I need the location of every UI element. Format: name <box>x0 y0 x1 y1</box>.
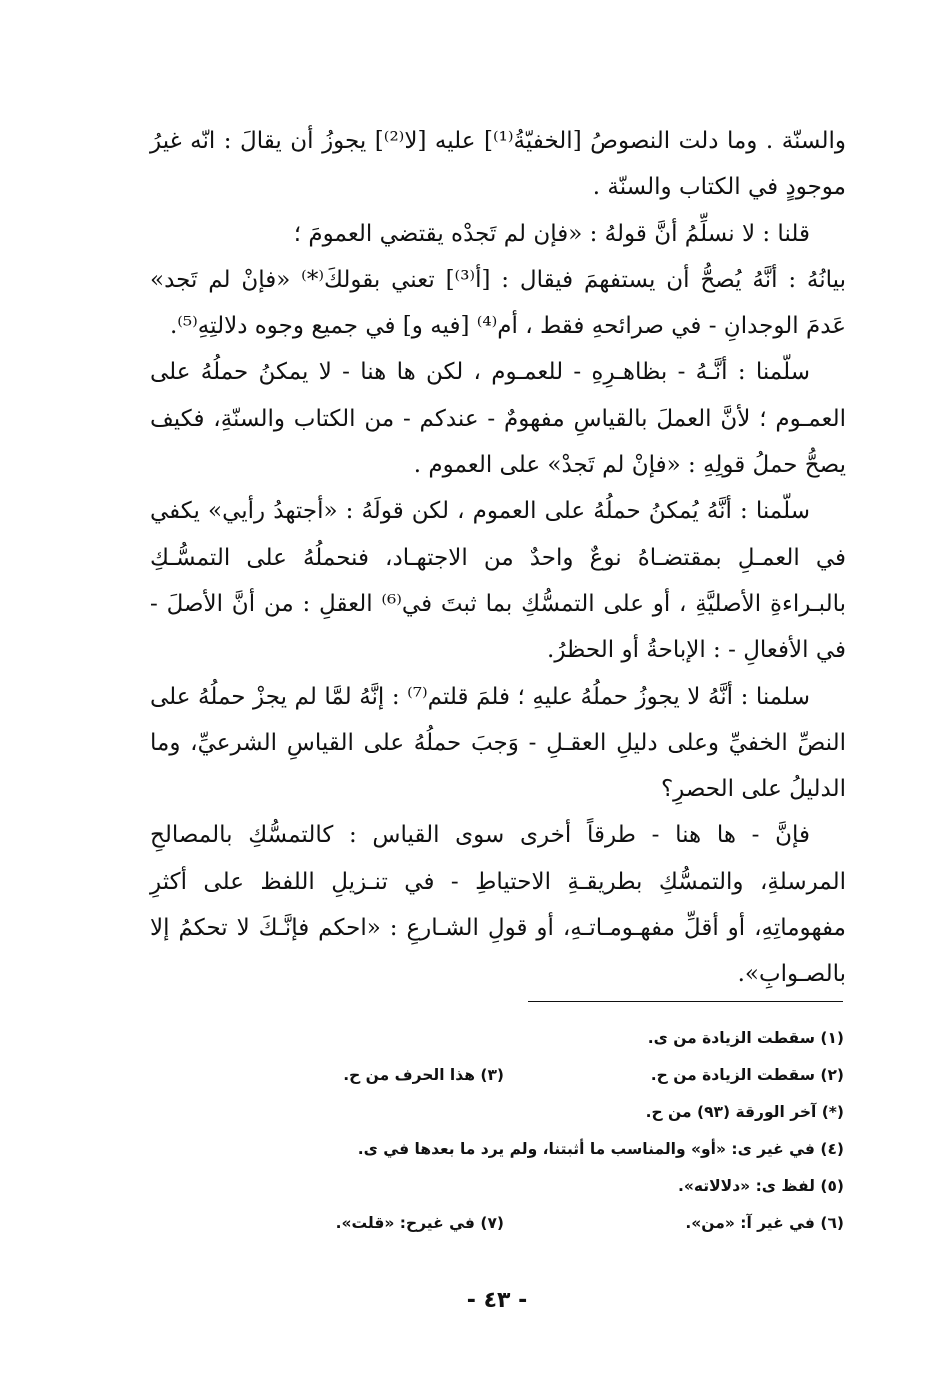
footnote-row-4 <box>150 1131 844 1168</box>
footnote-row-3 <box>150 1094 844 1131</box>
paragraph-4: سلّمنا : أنَّـهُ - بظاهـرِهِ - للعمـوم ، لكن ها هنا - لا يمكنُ حملُهُ على العمـوم ؛ لأنَّ العملَ بالقياسِ مفهومٌ - عندكم - من الكتاب والسنّةِ، فكيف يصحُّ حملُ قولِهِ : «فإنْ لم تَجدْ» على العموم . <box>150 359 846 479</box>
footnote-row-5 <box>150 1168 844 1205</box>
footnote-row-6 <box>150 1205 844 1242</box>
paragraph-6: سلمنا : أنَّهُ لا يجوزُ حملُهُ عليهِ ؛ فلمَ قلتم⁽⁷⁾ : إنَّهُ لمَّا لم يجزْ حملُهُ على النصِّ الخفيِّ وعلى دليلِ العقـلِ - وَجبَ حملُهُ على القياسِ الشرعيِّ، وما الدليلُ على الحصرِ؟ <box>150 683 846 803</box>
footnote-2: (٢) سقطت الزيادة من ح. <box>650 1066 844 1084</box>
footnote-5: (٥) لفظ ى: «دلالاته». <box>678 1177 844 1195</box>
paragraph-3: بيانُهُ : أنَّهُ يُصحُّ أن يستفهمَ فيقال : [أ⁽³⁾] تعني بقولكَ⁽*⁾ «فإنْ لم تَجد» عَدمَ الوجدانِ - في صرائحهِ فقط ، أم⁽⁴⁾ [فيه و] في جميع وجوه دلالتِهِ⁽⁵⁾. <box>150 266 846 340</box>
footnote-row-1 <box>150 1020 844 1057</box>
footnote-6: (٦) في غير آ: «من». <box>685 1214 844 1232</box>
footnote-star: (*) آخر الورقة (٩٣) من ح. <box>645 1103 844 1121</box>
paragraph-5: سلّمنا : أنَّهُ يُمكنُ حملُهُ على العموم ، لكن قولَهُ : «أجتهدُ رأيي» يكفي في العمـلِ بمقتضـاهُ نوعٌ واحدٌ من الاجتهـاد، فنحملُهُ على التمسُّـكِ بالبـراءةِ الأصليَّةِ ، أو على التمسُّكِ بما ثبتَ في⁽⁶⁾ العقلِ : من أنَّ الأصلَ - في الأفعالِ - : الإباحةُ أو الحظرُ. <box>150 498 846 664</box>
footnote-1: (١) سقطت الزيادة من ى. <box>647 1029 844 1047</box>
footnote-3: (٣) هذا الحرف من ح. <box>343 1066 504 1084</box>
main-text <box>150 118 846 998</box>
footnote-divider <box>528 1001 843 1002</box>
paragraph-1: والسنّة . وما دلت النصوصُ [الخفيّةُ⁽¹⁾] عليه [لا⁽²⁾] يجوزُ أن يقالَ : انّه غيرُ موجودٍ في الكتاب والسنّة . <box>150 128 847 201</box>
paragraph-7: فإنَّ - ها هنا - طرقاً أخرى سوى القياس : كالتمسُّكِ بالمصالحِ المرسلةِ، والتمسُّكِ بطريقـةِ الاحتياطِ - في تنـزيلِ اللفظ على أكثرِ مفهوماتِهِ، أو أقلِّ مفهـومـاتـهِ، أو قولِ الشـارعِ : «احكم فإنَّـكَ لا تحكمُ إلا بالصـوابِ». <box>150 822 846 988</box>
paragraph-2: قلنا : لا نسلِّمُ أنَّ قولهُ : «فإن لم تَجدْه يقتضي العمومَ ؛ <box>293 220 810 247</box>
footnotes <box>150 1020 844 1242</box>
footnote-7: (٧) في غيرح: «قلت». <box>335 1214 504 1232</box>
footnote-row-2 <box>150 1057 844 1094</box>
footnote-4: (٤) في غير ى: «أو» والمناسب ما أثبتنا، ولم يرد ما بعدها في ى. <box>357 1140 844 1158</box>
page-number: - ٤٣ - <box>466 1288 528 1313</box>
